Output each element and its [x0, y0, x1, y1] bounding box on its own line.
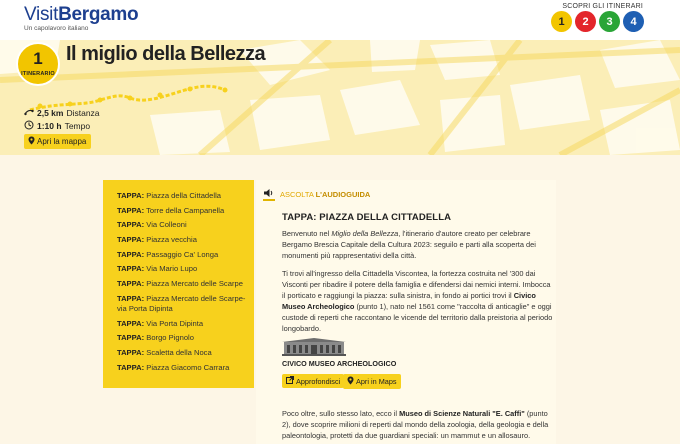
stage-label: Scaletta della Noca: [146, 348, 212, 358]
p2-text-2: (punto 1), nato nel 1561 come "raccolta di anticaglie" e oggi custode di reperti che raccontano le vicende del territorio dalla preistoria al periodo longobardo.: [282, 302, 553, 333]
p1-text-2: , l'itinerario d'autore creato per celebrare Bergamo Brescia Capitale della Cultura 2023: seguilo e parti alla scoperta dei monumenti più rappresentativi della città.: [282, 229, 536, 260]
stage-item-10[interactable]: [117, 333, 254, 343]
distance-label: Distanza: [66, 108, 100, 118]
museum-scienze-paragraph: [282, 408, 554, 441]
cittadella-paragraph: [282, 268, 554, 334]
intro-paragraph: [282, 228, 554, 261]
stage-label: Via Colleoni: [146, 220, 187, 230]
divider: [263, 199, 275, 201]
audio-guide-label: L'AUDIOGUIDA: [315, 189, 371, 199]
stage-prefix: TAPPA:: [117, 249, 145, 259]
stage-prefix: TAPPA:: [117, 348, 145, 358]
time-label: Tempo: [64, 121, 91, 131]
time-value: 1:10 h: [37, 121, 62, 131]
museum-name: CIVICO MUSEO ARCHEOLOGICO: [282, 359, 397, 368]
itinerary-selector: [551, 11, 644, 32]
open-map-button[interactable]: [24, 134, 91, 149]
itinerary-title: Il miglio della Bellezza: [66, 43, 266, 65]
stage-prefix: TAPPA:: [117, 191, 145, 200]
audioguide-button[interactable]: [263, 188, 370, 200]
stage-label: Piazza della Cittadella: [146, 191, 221, 200]
stages-sidebar: [103, 180, 254, 388]
stage-item-8[interactable]: [117, 294, 254, 315]
stage-item-7[interactable]: [117, 279, 254, 289]
stage-prefix: TAPPA:: [117, 362, 145, 372]
stage-item-6[interactable]: [117, 264, 254, 274]
stage-item-12[interactable]: [117, 363, 254, 373]
route-icon: [24, 108, 34, 118]
logo-wordmark: [24, 4, 138, 26]
logo-visit: Visit: [24, 4, 59, 25]
distance-value: 2,5 km: [37, 108, 64, 118]
distance-info: [24, 108, 100, 118]
itinerary-badge: [16, 42, 60, 86]
stage-item-3[interactable]: [117, 220, 254, 230]
stage-label: Passaggio Ca' Longa: [146, 249, 219, 259]
p3-text-2: (punto 2), dove scoprire milioni di reperti dal mondo della zoologia, della geologia e della paleontologia, protetti da due guardiani speciali: un mammut e un allosauro.: [282, 409, 549, 440]
stage-label-cont: via Porta Dipinta: [117, 304, 173, 314]
stage-heading: TAPPA: PIAZZA DELLA CITTADELLA: [282, 212, 452, 223]
stage-prefix: TAPPA:: [117, 264, 145, 274]
external-link-icon: [286, 376, 294, 386]
open-in-maps-label: Apri in Maps: [356, 377, 397, 386]
stage-item-2[interactable]: [117, 206, 254, 216]
audio-listen-label: ASCOLTA: [280, 189, 314, 199]
p2-text: Ti trovi all'ingresso della Cittadella Viscontea, la fortezza costruita nel '300 dai Visconti per ribadire il potere della famiglia e difendersi dai nemici interni. Imbocca il porticato e raggiungi la piazza: sulla sinistra, in fondo ai portici trovi il: [282, 269, 551, 300]
stage-prefix: TAPPA:: [117, 279, 145, 289]
stage-item-4[interactable]: [117, 235, 254, 245]
logo-city: Bergamo: [58, 4, 139, 25]
museum-link[interactable]: Civico Museo Archeologico: [282, 291, 536, 311]
itinerary-4-button[interactable]: 4: [623, 11, 644, 32]
itinerary-1-button[interactable]: 1: [551, 11, 572, 32]
stage-label: Borgo Pignolo: [146, 333, 194, 343]
stage-item-5[interactable]: [117, 250, 254, 260]
open-in-maps-button[interactable]: [343, 374, 401, 389]
badge-number: 1: [33, 49, 43, 68]
open-map-label: Apri la mappa: [37, 137, 87, 146]
museum-scienze-link[interactable]: Museo di Scienze Naturali "E. Caffi": [399, 409, 525, 418]
p1-text: Benvenuto nel: [282, 229, 332, 238]
stage-label: Piazza vecchia: [146, 235, 197, 245]
itinerary-2-button[interactable]: 2: [575, 11, 596, 32]
approfondisci-button[interactable]: [282, 374, 344, 388]
stage-prefix: TAPPA:: [117, 205, 145, 215]
stage-prefix: TAPPA:: [117, 333, 145, 343]
itinerary-3-button[interactable]: 3: [599, 11, 620, 32]
stage-prefix: TAPPA:: [117, 318, 145, 328]
p1-emphasis: Miglio della Bellezza: [331, 229, 399, 238]
stage-label: Via Mario Lupo: [146, 264, 198, 274]
approfondisci-label: Approfondisci: [296, 376, 341, 386]
stage-label: Piazza Mercato delle Scarpe: [146, 279, 243, 289]
stage-prefix: TAPPA:: [117, 235, 145, 245]
stage-item-1[interactable]: [117, 191, 254, 201]
top-bar: [0, 0, 680, 40]
logo-tagline: Un capolavoro italiano: [24, 25, 89, 32]
itineraries-label: SCOPRI GLI ITINERARI: [562, 3, 643, 10]
stage-label: Piazza Giacomo Carrara: [146, 362, 230, 372]
badge-label: ITINERARIO: [21, 71, 55, 77]
visitbergamo-logo[interactable]: [24, 4, 138, 32]
museum-building-icon: [282, 338, 346, 361]
stage-label: Piazza Mercato delle Scarpe-: [146, 293, 246, 303]
stage-item-9[interactable]: [117, 319, 254, 329]
clock-icon: [24, 120, 34, 132]
stage-label: Via Porta Dipinta: [146, 318, 204, 328]
stage-prefix: TAPPA:: [117, 220, 145, 230]
map-pin-icon: [347, 376, 354, 387]
p3-text: Poco oltre, sullo stesso lato, ecco il: [282, 409, 400, 418]
map-pin-icon: [28, 136, 35, 147]
stage-item-11[interactable]: [117, 348, 254, 358]
stage-prefix: TAPPA:: [117, 293, 145, 303]
time-info: [24, 120, 90, 132]
stage-label: Torre della Campanella: [146, 205, 225, 215]
